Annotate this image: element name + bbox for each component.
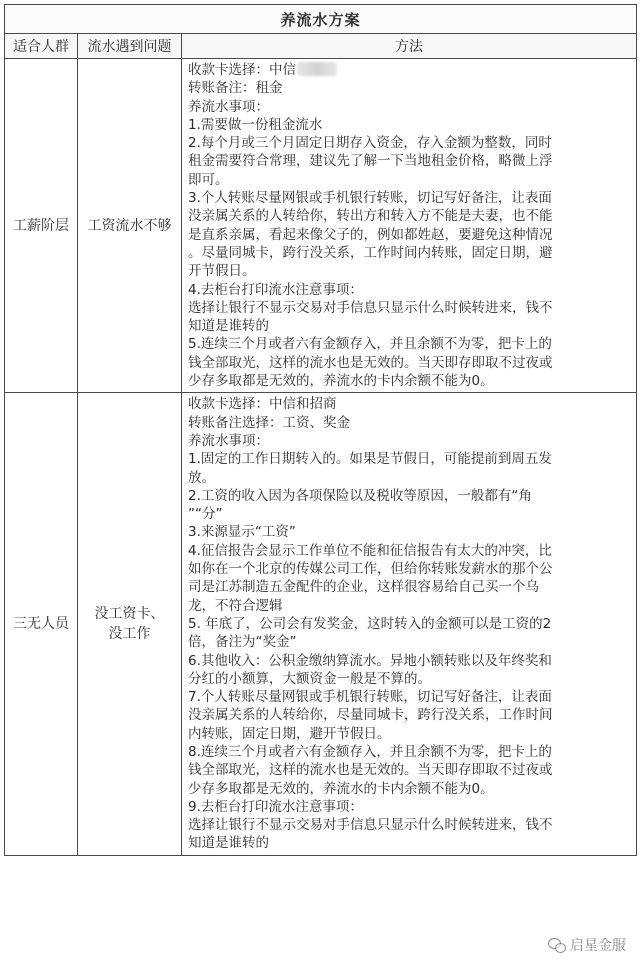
table-row	[5, 393, 637, 855]
method-line: ”“分”	[188, 506, 223, 523]
method-cell-unemployed	[182, 393, 637, 855]
method-cell-salaried	[182, 59, 637, 393]
method-line: 1.固定的工作日期转入的。如果是节假日，可能提前到周五发	[188, 451, 552, 468]
method-line: 知道是谁转的	[188, 835, 269, 852]
method-line: 。尽量同城卡，跨行没关系，工作时间内转账，固定日期，避	[188, 244, 553, 261]
method-line: 选择让银行不显示交易对手信息只显示什么时候转进来，钱不	[188, 817, 553, 834]
method-line-text: 收款卡选择：中信	[188, 62, 296, 78]
redacted-blur	[297, 62, 337, 76]
method-line: 没亲属关系的人转给你，转出方和转入方不能是夫妻，也不能	[188, 208, 553, 225]
problem-cell-unemployed	[78, 393, 182, 855]
method-line: 4.去柜台打印流水注意事项：	[188, 281, 363, 298]
method-line: 转账备注：租金	[188, 80, 283, 97]
method-line: 7.个人转账尽量网银或手机银行转账，切记写好备注，让表面	[188, 689, 552, 706]
method-line: 钱全部取光，这样的流水也是无效的。当天即存即取不过夜或	[188, 354, 553, 371]
method-line: 开节假日。	[188, 263, 256, 280]
method-line: 租金需要符合常理，建议先了解一下当地租金价格，略微上浮	[188, 153, 553, 170]
header-row	[5, 34, 637, 59]
scheme-table	[4, 4, 637, 856]
table-row	[5, 59, 637, 393]
header-problem: 流水遇到问题	[78, 34, 182, 59]
method-line: 龙，不符合逻辑	[188, 597, 283, 614]
method-line: 9.去柜台打印流水注意事项：	[188, 798, 363, 815]
method-line: 是直系亲属，看起来像父子的，例如都姓赵，要避免这种情况	[188, 226, 553, 243]
method-line: 如你在一个北京的传媒公司工作，但给你转账发薪水的那个公	[188, 561, 553, 578]
method-line: 收款卡选择：中信和招商	[188, 396, 337, 413]
method-line: 8.连续三个月或者六有金额存入，并且余额不为零，把卡上的	[188, 743, 552, 760]
method-line: 养流水事项：	[188, 98, 269, 115]
problem-line: 没工作	[108, 626, 151, 643]
problem-cell-salaried: 工资流水不够	[78, 59, 182, 393]
group-cell-unemployed: 三无人员	[5, 393, 78, 855]
method-line: 分红的小额算，大额资金一般是不算的。	[188, 670, 431, 687]
method-line: 转账备注选择：工资、奖金	[188, 414, 350, 431]
table-title: 养流水方案	[5, 5, 637, 34]
method-line: 4.征信报告会显示工作单位不能和征信报告有太大的冲突，比	[188, 542, 552, 559]
watermark	[548, 935, 626, 955]
method-line	[188, 61, 630, 79]
method-line: 5. 年底了，公司会有发奖金，这时转入的金额可以是工资的2	[188, 615, 552, 632]
title-row	[5, 5, 637, 34]
method-line: 少存多取都是无效的，养流水的卡内余额不能为0。	[188, 373, 494, 390]
method-line: 3.来源显示“工资”	[188, 524, 296, 541]
method-line: 司是江苏制造五金配件的企业，这样很容易给自己买一个乌	[188, 579, 539, 596]
method-line: 养流水事项：	[188, 432, 269, 449]
method-line: 选择让银行不显示交易对手信息只显示什么时候转进来，钱不	[188, 299, 553, 316]
wechat-icon	[548, 938, 566, 952]
header-method: 方法	[182, 34, 637, 59]
method-line: 即可。	[188, 171, 229, 188]
header-group: 适合人群	[5, 34, 78, 59]
method-line: 少存多取都是无效的，养流水的卡内余额不能为0。	[188, 780, 494, 797]
problem-line: 没工资卡、	[94, 606, 165, 623]
method-line: 知道是谁转的	[188, 318, 269, 335]
method-line: 内转账，固定日期，避开节假日。	[188, 725, 391, 742]
method-line: 钱全部取光，这样的流水也是无效的。当天即存即取不过夜或	[188, 762, 553, 779]
method-line: 放。	[188, 469, 215, 486]
method-line: 3.个人转账尽量网银或手机银行转账，切记写好备注，让表面	[188, 190, 552, 207]
watermark-text: 启星金服	[570, 938, 626, 954]
method-line: 没亲属关系的人转给你，尽量同城卡，跨行没关系，工作时间	[188, 707, 553, 724]
method-line: 1.需要做一份租金流水	[188, 116, 323, 133]
method-line: 5.连续三个月或者六有金额存入，并且余额不为零，把卡上的	[188, 336, 552, 353]
group-cell-salaried: 工薪阶层	[5, 59, 78, 393]
method-line: 2.每个月或三个月固定日期存入资金，存入金额为整数，同时	[188, 135, 552, 152]
method-line: 2.工资的收入因为各项保险以及税收等原因，一般都有“角	[188, 487, 532, 504]
method-line: 倍，备注为“奖金”	[188, 634, 297, 651]
method-line: 6.其他收入：公积金缴纳算流水。异地小额转账以及年终奖和	[188, 652, 552, 669]
